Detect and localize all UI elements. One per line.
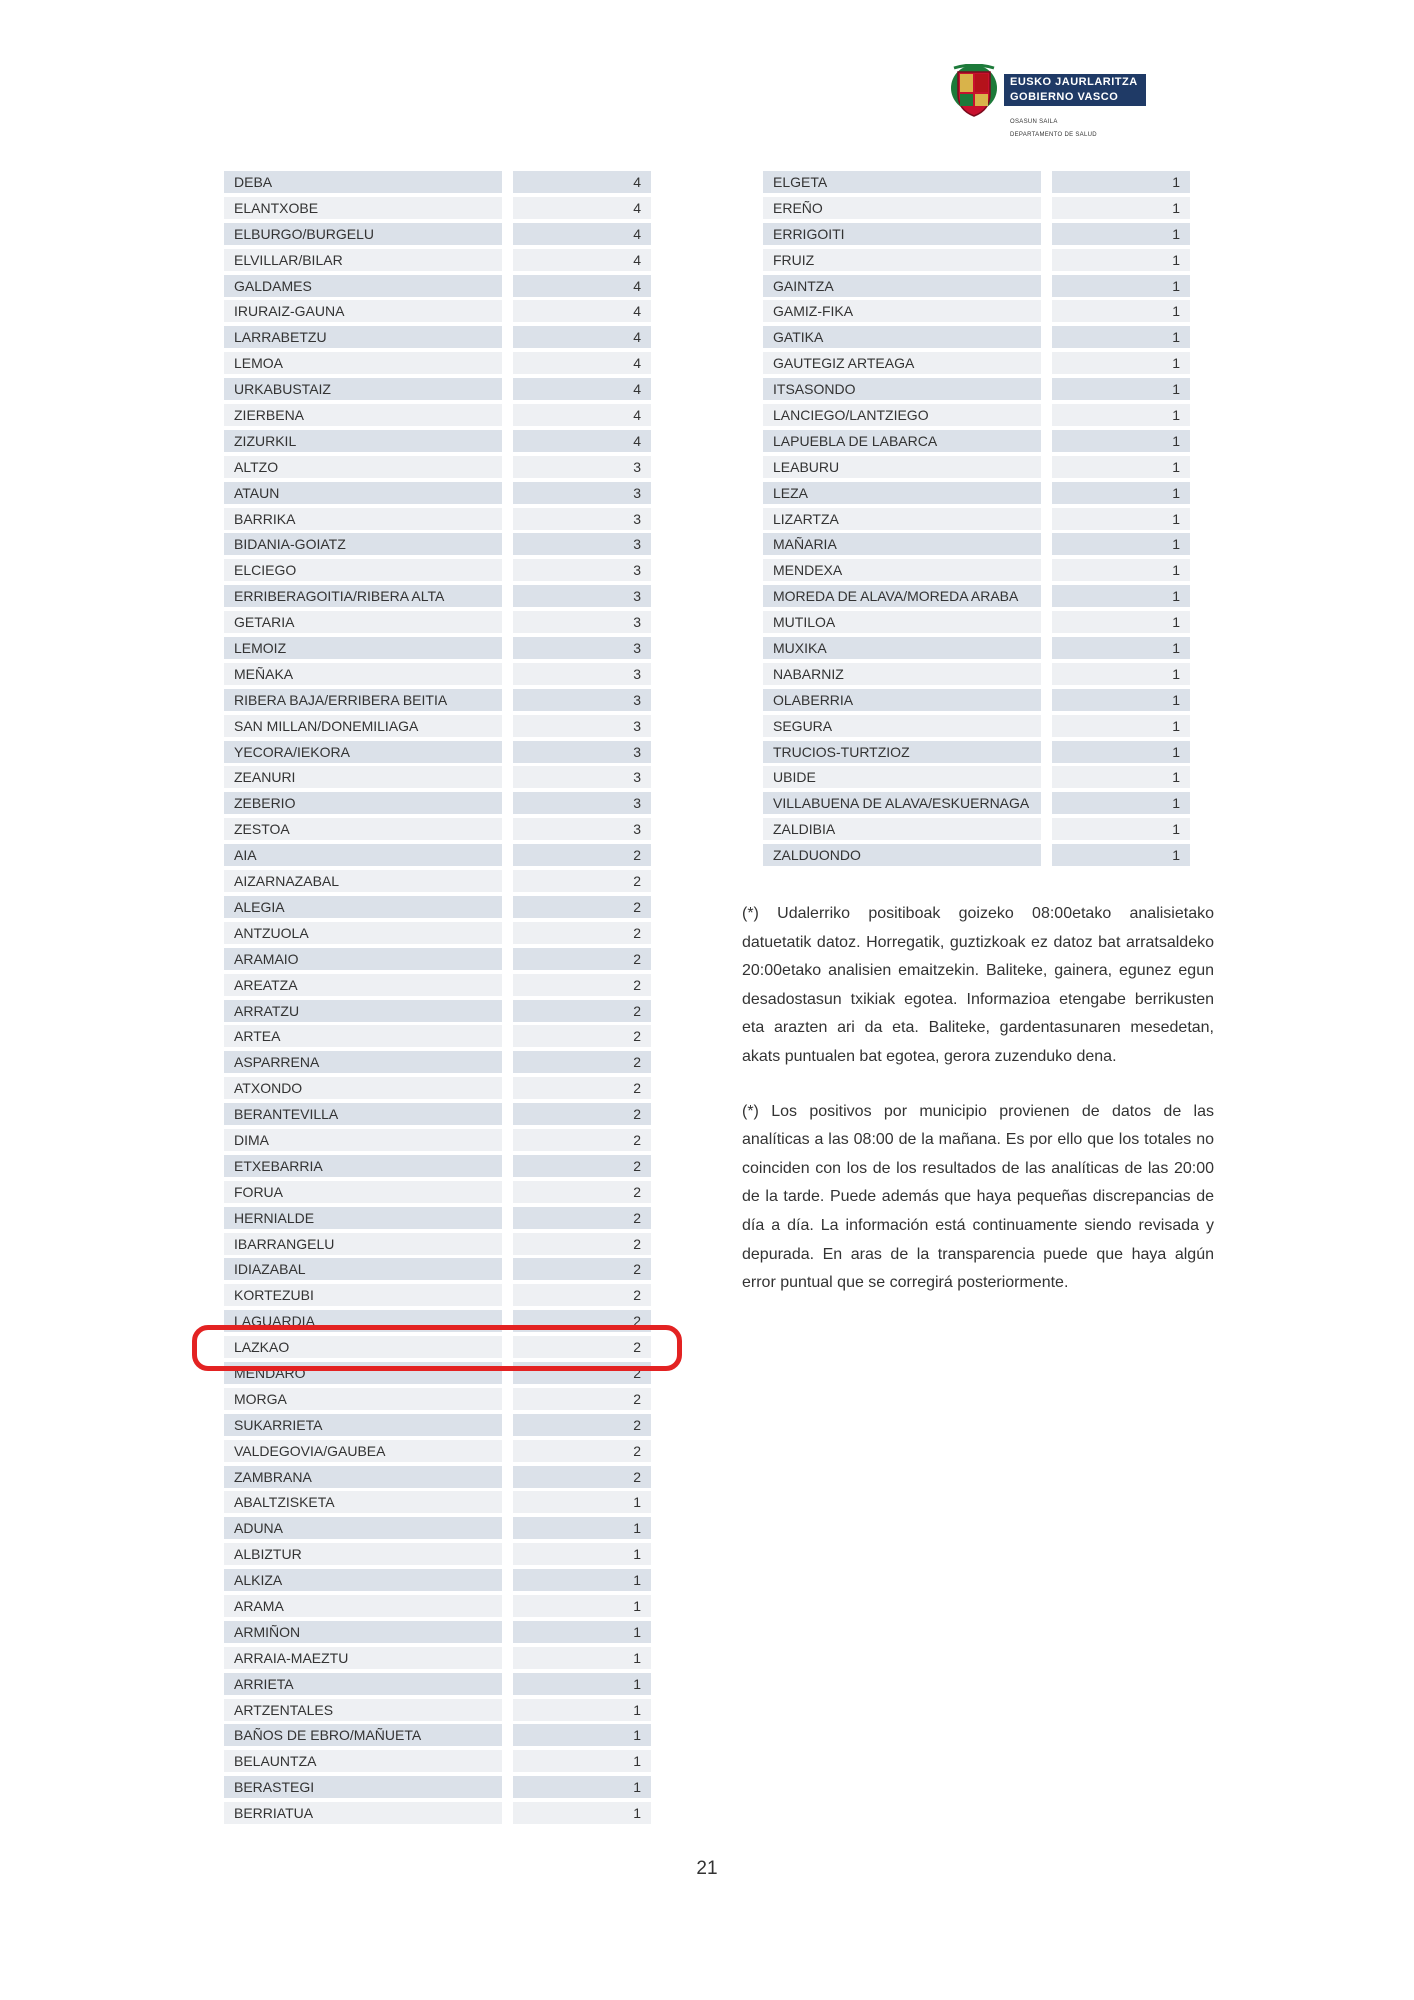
positive-count: 1 bbox=[1052, 249, 1190, 271]
logo-department-basque: OSASUN SAILA bbox=[1010, 119, 1058, 125]
municipality-name: ZESTOA bbox=[224, 818, 502, 840]
municipality-name: LAZKAO bbox=[224, 1336, 502, 1358]
municipality-name: GALDAMES bbox=[224, 275, 502, 297]
positive-count: 3 bbox=[513, 508, 651, 530]
municipality-name: LARRABETZU bbox=[224, 326, 502, 348]
note-spanish: (*) Los positivos por municipio provienen de datos de las analíticas a las 08:00 de la mañana. Es por ello que los totales no coinciden con los de los resultados de las analíticas de las 20:00 de la tarde. Puede además que haya pequeñas discrepancias de día a día. La información está continuamente siendo revisada y depurada. En aras de la transparencia puede que haya algún error puntual que se corregirá posteriormente. bbox=[742, 1102, 1214, 1292]
highlight-annotation bbox=[192, 1325, 682, 1371]
positive-count: 2 bbox=[513, 1103, 651, 1125]
positive-count: 4 bbox=[513, 197, 651, 219]
positive-count: 2 bbox=[513, 870, 651, 892]
positive-count: 1 bbox=[1052, 533, 1190, 555]
positive-count: 4 bbox=[513, 300, 651, 322]
positive-count: 3 bbox=[513, 559, 651, 581]
municipality-name: ARAMA bbox=[224, 1595, 502, 1617]
positive-count: 2 bbox=[513, 1258, 651, 1280]
positive-count: 2 bbox=[513, 1207, 651, 1229]
municipality-name: ERRIGOITI bbox=[763, 223, 1041, 245]
municipality-name: FRUIZ bbox=[763, 249, 1041, 271]
municipality-name: ELANTXOBE bbox=[224, 197, 502, 219]
positive-count: 1 bbox=[513, 1595, 651, 1617]
municipality-name: BIDANIA-GOIATZ bbox=[224, 533, 502, 555]
municipality-name: ZIERBENA bbox=[224, 404, 502, 426]
municipality-name: LEMOIZ bbox=[224, 637, 502, 659]
municipality-name: VALDEGOVIA/GAUBEA bbox=[224, 1440, 502, 1462]
municipality-name: ARRATZU bbox=[224, 1000, 502, 1022]
positive-count: 2 bbox=[513, 1155, 651, 1177]
positive-count: 2 bbox=[513, 1336, 651, 1358]
positive-count: 2 bbox=[513, 1440, 651, 1462]
municipality-name: ZEBERIO bbox=[224, 792, 502, 814]
municipality-name: ALEGIA bbox=[224, 896, 502, 918]
municipality-name: GETARIA bbox=[224, 611, 502, 633]
positive-count: 1 bbox=[1052, 559, 1190, 581]
positive-count: 1 bbox=[1052, 430, 1190, 452]
municipality-name: MUTILOA bbox=[763, 611, 1041, 633]
municipality-name: LEABURU bbox=[763, 456, 1041, 478]
municipality-name: LEZA bbox=[763, 482, 1041, 504]
positive-count: 2 bbox=[513, 1077, 651, 1099]
municipality-name: BAÑOS DE EBRO/MAÑUETA bbox=[224, 1724, 502, 1746]
positive-count: 3 bbox=[513, 715, 651, 737]
municipality-name: ELVILLAR/BILAR bbox=[224, 249, 502, 271]
positive-count: 1 bbox=[1052, 844, 1190, 866]
municipality-name: MORGA bbox=[224, 1388, 502, 1410]
positive-count: 2 bbox=[513, 1051, 651, 1073]
positive-count: 1 bbox=[1052, 741, 1190, 763]
municipality-name: ALKIZA bbox=[224, 1569, 502, 1591]
municipality-name: MENDEXA bbox=[763, 559, 1041, 581]
municipality-name: ITSASONDO bbox=[763, 378, 1041, 400]
municipality-name: SAN MILLAN/DONEMILIAGA bbox=[224, 715, 502, 737]
positive-count: 1 bbox=[1052, 585, 1190, 607]
positive-count: 2 bbox=[513, 1310, 651, 1332]
municipality-name: MENDARO bbox=[224, 1362, 502, 1384]
municipality-name: ATAUN bbox=[224, 482, 502, 504]
positive-count: 1 bbox=[513, 1776, 651, 1798]
municipality-name: ETXEBARRIA bbox=[224, 1155, 502, 1177]
municipality-name: ARRAIA-MAEZTU bbox=[224, 1647, 502, 1669]
municipality-name: URKABUSTAIZ bbox=[224, 378, 502, 400]
municipality-name: LEMOA bbox=[224, 352, 502, 374]
municipality-name: HERNIALDE bbox=[224, 1207, 502, 1229]
municipality-name: ERRIBERAGOITIA/RIBERA ALTA bbox=[224, 585, 502, 607]
municipality-name: ARRIETA bbox=[224, 1673, 502, 1695]
municipality-name: ELBURGO/BURGELU bbox=[224, 223, 502, 245]
positive-count: 2 bbox=[513, 948, 651, 970]
municipality-name: AIZARNAZABAL bbox=[224, 870, 502, 892]
municipality-name: ELCIEGO bbox=[224, 559, 502, 581]
positive-count: 3 bbox=[513, 818, 651, 840]
positive-count: 1 bbox=[513, 1491, 651, 1513]
positive-count: 2 bbox=[513, 1284, 651, 1306]
positive-count: 2 bbox=[513, 1233, 651, 1255]
municipality-name: AREATZA bbox=[224, 974, 502, 996]
positive-count: 1 bbox=[513, 1750, 651, 1772]
positive-count: 4 bbox=[513, 171, 651, 193]
municipality-name: RIBERA BAJA/ERRIBERA BEITIA bbox=[224, 689, 502, 711]
municipality-name: ZAMBRANA bbox=[224, 1466, 502, 1488]
municipality-name: ABALTZISKETA bbox=[224, 1491, 502, 1513]
municipality-name: GAINTZA bbox=[763, 275, 1041, 297]
positive-count: 1 bbox=[513, 1802, 651, 1824]
positive-count: 2 bbox=[513, 1025, 651, 1047]
positive-count: 1 bbox=[1052, 766, 1190, 788]
municipality-name: YECORA/IEKORA bbox=[224, 741, 502, 763]
positive-count: 2 bbox=[513, 1388, 651, 1410]
positive-count: 1 bbox=[1052, 792, 1190, 814]
positive-count: 3 bbox=[513, 766, 651, 788]
municipality-name: LIZARTZA bbox=[763, 508, 1041, 530]
municipality-name: BERASTEGI bbox=[224, 1776, 502, 1798]
municipality-name: ARTEA bbox=[224, 1025, 502, 1047]
positive-count: 1 bbox=[513, 1724, 651, 1746]
positive-count: 1 bbox=[513, 1543, 651, 1565]
positive-count: 1 bbox=[1052, 275, 1190, 297]
municipality-name: BELAUNTZA bbox=[224, 1750, 502, 1772]
positive-count: 1 bbox=[1052, 378, 1190, 400]
municipality-name: EREÑO bbox=[763, 197, 1041, 219]
municipality-name: DEBA bbox=[224, 171, 502, 193]
municipality-name: OLABERRIA bbox=[763, 689, 1041, 711]
municipality-name: ASPARRENA bbox=[224, 1051, 502, 1073]
municipality-name: ARAMAIO bbox=[224, 948, 502, 970]
logo-line-1: EUSKO JAURLARITZA bbox=[1010, 76, 1138, 88]
positive-count: 1 bbox=[513, 1647, 651, 1669]
positive-count: 2 bbox=[513, 1414, 651, 1436]
municipality-name: ZALDUONDO bbox=[763, 844, 1041, 866]
municipality-name: GAUTEGIZ ARTEAGA bbox=[763, 352, 1041, 374]
municipality-name: ZALDIBIA bbox=[763, 818, 1041, 840]
municipality-name: KORTEZUBI bbox=[224, 1284, 502, 1306]
positive-count: 2 bbox=[513, 1129, 651, 1151]
positive-count: 1 bbox=[513, 1621, 651, 1643]
logo-line-2: GOBIERNO VASCO bbox=[1010, 91, 1119, 103]
positive-count: 2 bbox=[513, 974, 651, 996]
positive-count: 1 bbox=[513, 1673, 651, 1695]
municipality-name: IDIAZABAL bbox=[224, 1258, 502, 1280]
municipality-name: MOREDA DE ALAVA/MOREDA ARABA bbox=[763, 585, 1041, 607]
positive-count: 3 bbox=[513, 533, 651, 555]
positive-count: 2 bbox=[513, 1466, 651, 1488]
municipality-name: LAPUEBLA DE LABARCA bbox=[763, 430, 1041, 452]
positive-count: 3 bbox=[513, 792, 651, 814]
positive-count: 4 bbox=[513, 378, 651, 400]
positive-count: 4 bbox=[513, 430, 651, 452]
positive-count: 2 bbox=[513, 896, 651, 918]
positive-count: 2 bbox=[513, 1362, 651, 1384]
positive-count: 1 bbox=[513, 1569, 651, 1591]
positive-count: 3 bbox=[513, 585, 651, 607]
positive-count: 3 bbox=[513, 689, 651, 711]
positive-count: 1 bbox=[1052, 326, 1190, 348]
municipality-name: IRURAIZ-GAUNA bbox=[224, 300, 502, 322]
positive-count: 1 bbox=[1052, 482, 1190, 504]
municipality-name: FORUA bbox=[224, 1181, 502, 1203]
positive-count: 1 bbox=[1052, 352, 1190, 374]
positive-count: 1 bbox=[1052, 223, 1190, 245]
positive-count: 1 bbox=[1052, 171, 1190, 193]
municipality-name: LANCIEGO/LANTZIEGO bbox=[763, 404, 1041, 426]
positive-count: 4 bbox=[513, 326, 651, 348]
positive-count: 2 bbox=[513, 922, 651, 944]
positive-count: 1 bbox=[513, 1517, 651, 1539]
positive-count: 3 bbox=[513, 482, 651, 504]
municipality-name: BERANTEVILLA bbox=[224, 1103, 502, 1125]
positive-count: 4 bbox=[513, 249, 651, 271]
positive-count: 3 bbox=[513, 456, 651, 478]
positive-count: 4 bbox=[513, 352, 651, 374]
positive-count: 1 bbox=[1052, 508, 1190, 530]
positive-count: 1 bbox=[1052, 300, 1190, 322]
municipality-name: SEGURA bbox=[763, 715, 1041, 737]
note-basque: (*) Udalerriko positiboak goizeko 08:00etako analisietako datuetatik datoz. Horregatik, guztizkoak ez datoz bat arratsaldeko 20:00etako analisien emaitzekin. Baliteke, gainera, egunez egun desadostasun txikiak egotea. Informazioa etengabe berrikusten eta arazten ari da eta. Baliteke, gardentasunaren mesedetan, akats puntualen bat egotea, gerora zuzenduko dena. bbox=[742, 905, 1214, 1065]
positive-count: 3 bbox=[513, 663, 651, 685]
municipality-name: DIMA bbox=[224, 1129, 502, 1151]
municipality-name: NABARNIZ bbox=[763, 663, 1041, 685]
municipality-name: VILLABUENA DE ALAVA/ESKUERNAGA bbox=[763, 792, 1041, 814]
positive-count: 1 bbox=[1052, 637, 1190, 659]
municipality-name: ALBIZTUR bbox=[224, 1543, 502, 1565]
municipality-name: ELGETA bbox=[763, 171, 1041, 193]
positive-count: 1 bbox=[1052, 663, 1190, 685]
page-number: 21 bbox=[696, 1858, 718, 1879]
logo-banner bbox=[1004, 74, 1146, 106]
positive-count: 1 bbox=[1052, 197, 1190, 219]
positive-count: 1 bbox=[1052, 689, 1190, 711]
positive-count: 4 bbox=[513, 275, 651, 297]
positive-count: 1 bbox=[513, 1699, 651, 1721]
government-logo bbox=[948, 64, 1148, 144]
municipality-name: BARRIKA bbox=[224, 508, 502, 530]
positive-count: 1 bbox=[1052, 404, 1190, 426]
municipality-name: IBARRANGELU bbox=[224, 1233, 502, 1255]
municipality-name: TRUCIOS-TURTZIOZ bbox=[763, 741, 1041, 763]
positive-count: 1 bbox=[1052, 456, 1190, 478]
municipality-name: GATIKA bbox=[763, 326, 1041, 348]
municipality-name: SUKARRIETA bbox=[224, 1414, 502, 1436]
positive-count: 1 bbox=[1052, 818, 1190, 840]
coat-of-arms-icon bbox=[948, 64, 1000, 120]
municipality-name: ATXONDO bbox=[224, 1077, 502, 1099]
municipality-name: ADUNA bbox=[224, 1517, 502, 1539]
positive-count: 3 bbox=[513, 741, 651, 763]
positive-count: 2 bbox=[513, 844, 651, 866]
positive-count: 4 bbox=[513, 404, 651, 426]
positive-count: 3 bbox=[513, 611, 651, 633]
municipality-name: MUXIKA bbox=[763, 637, 1041, 659]
municipality-name: AIA bbox=[224, 844, 502, 866]
positive-count: 2 bbox=[513, 1000, 651, 1022]
municipality-name: ZIZURKIL bbox=[224, 430, 502, 452]
municipality-name: ZEANURI bbox=[224, 766, 502, 788]
positive-count: 4 bbox=[513, 223, 651, 245]
municipality-name: ALTZO bbox=[224, 456, 502, 478]
municipality-name: LAGUARDIA bbox=[224, 1310, 502, 1332]
logo-department-spanish: DEPARTAMENTO DE SALUD bbox=[1010, 132, 1097, 138]
municipality-name: ARTZENTALES bbox=[224, 1699, 502, 1721]
municipality-name: ANTZUOLA bbox=[224, 922, 502, 944]
positive-count: 1 bbox=[1052, 715, 1190, 737]
notes-section bbox=[742, 900, 1214, 1324]
municipality-name: MEÑAKA bbox=[224, 663, 502, 685]
municipality-name: GAMIZ-FIKA bbox=[763, 300, 1041, 322]
positive-count: 3 bbox=[513, 637, 651, 659]
municipality-name: UBIDE bbox=[763, 766, 1041, 788]
municipality-name: BERRIATUA bbox=[224, 1802, 502, 1824]
municipality-name: MAÑARIA bbox=[763, 533, 1041, 555]
positive-count: 2 bbox=[513, 1181, 651, 1203]
municipality-name: ARMIÑON bbox=[224, 1621, 502, 1643]
positive-count: 1 bbox=[1052, 611, 1190, 633]
